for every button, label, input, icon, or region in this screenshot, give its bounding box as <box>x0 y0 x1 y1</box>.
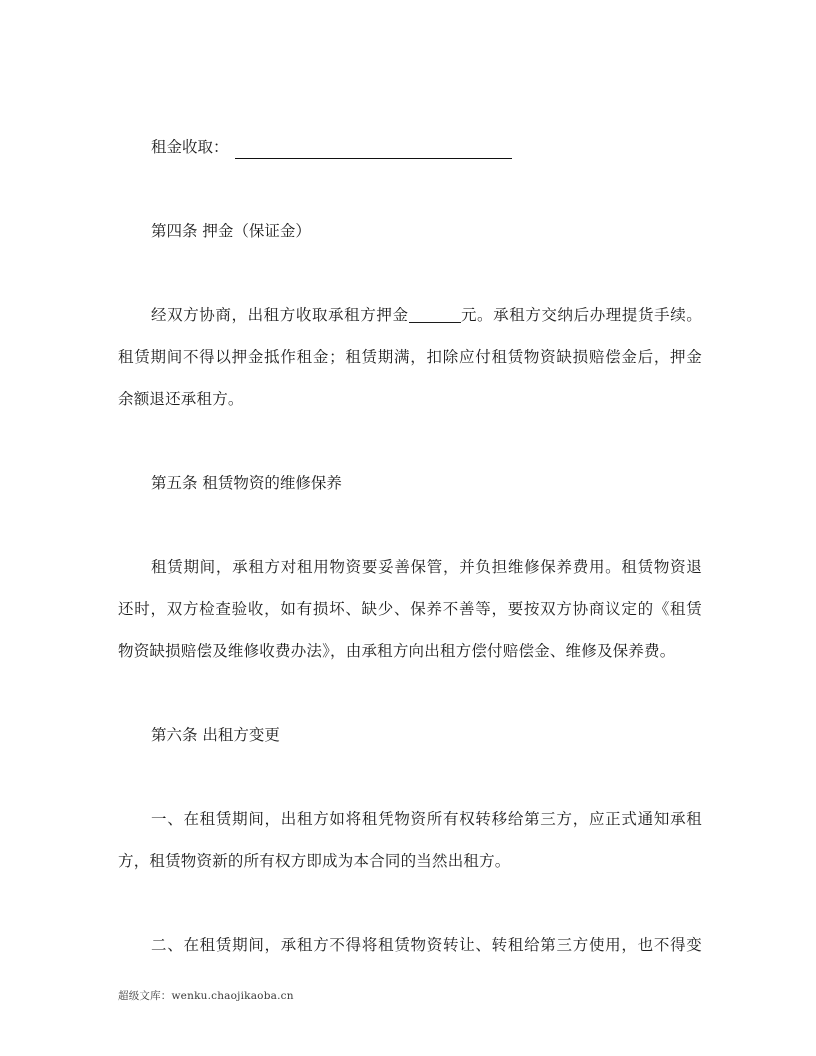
spacer-after-article-6-heading <box>118 756 702 798</box>
spacer-after-rent-collection <box>118 168 702 210</box>
spacer-after-article-4-heading <box>118 252 702 294</box>
spacer-before-article-6-item-2 <box>118 882 702 924</box>
article-4-line-1-before: 经双方协商，出租方收取承租方押金 <box>151 306 409 324</box>
deposit-amount-blank[interactable] <box>409 322 461 323</box>
article-5-body-line-1: 租赁期间，承租方对租用物资要妥善保管，并负担维修保养费用。租赁物资退 <box>151 558 702 576</box>
document-body <box>118 126 702 966</box>
article-4-heading: 第四条 押金（保证金） <box>151 222 311 240</box>
article-6-item-2-line-1: 二、在租赁期间，承租方不得将租赁物资转让、转租给第三方使用，也不得变 <box>151 936 702 954</box>
rent-collection-blank-rule[interactable] <box>235 157 512 159</box>
article-5-body-line-3: 物资缺损赔偿及维修收费办法》，由承租方向出租方偿付赔偿金、维修及保养费。 <box>118 642 676 660</box>
article-4-line-1-after: 元。承租方交纳后办理提货手续。 <box>460 306 702 324</box>
article-6-item-1-line-2: 方，租赁物资新的所有权方即成为本合同的当然出租方。 <box>118 852 511 870</box>
article-6-item-1-line-1: 一、在租赁期间，出租方如将租凭物资所有权转移给第三方，应正式通知承租 <box>151 810 702 828</box>
article-5-body-line-2: 还时，双方检查验收，如有损坏、缺少、保养不善等，要按双方协商议定的《租赁 <box>118 600 702 618</box>
rent-collection-field-row <box>118 126 702 168</box>
spacer-after-article-4 <box>118 420 702 462</box>
spacer-after-article-5 <box>118 672 702 714</box>
article-6-heading: 第六条 出租方变更 <box>151 726 280 744</box>
article-5-heading: 第五条 租赁物资的维修保养 <box>151 474 342 492</box>
spacer-after-article-5-heading <box>118 504 702 546</box>
article-4-body-line-3: 余额退还承租方。 <box>118 390 244 408</box>
article-4-body-line-2: 租赁期间不得以押金抵作租金；租赁期满，扣除应付租赁物资缺损赔偿金后，押金 <box>118 348 702 366</box>
article-4-body-line-1 <box>118 294 702 336</box>
footer-source-credit: 超级文库：wenku.chaojikaoba.cn <box>118 990 294 1002</box>
rent-collection-label: 租金收取： <box>151 138 229 156</box>
